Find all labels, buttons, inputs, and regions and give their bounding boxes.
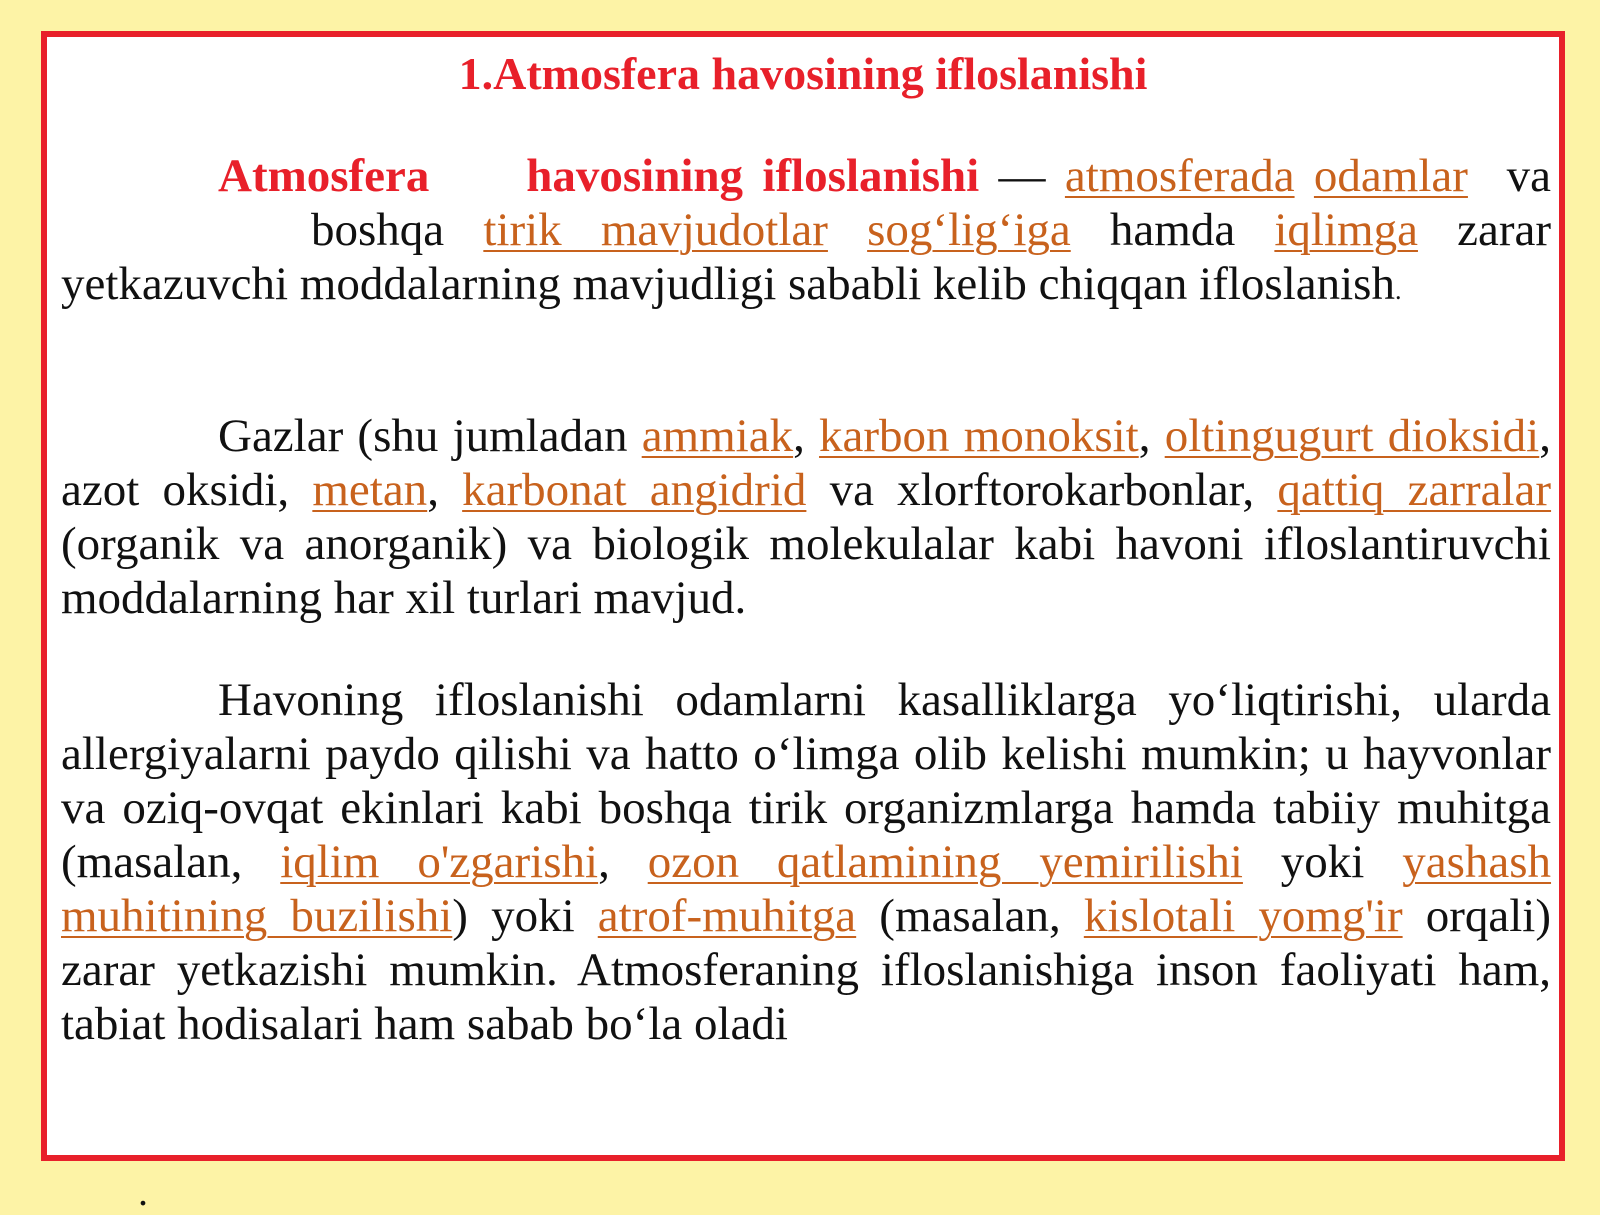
stray-dot: . <box>138 1169 148 1214</box>
term-atmosfera: Atmosfera <box>218 150 430 202</box>
slide-frame <box>41 31 1565 1161</box>
text-yoki2: ) yoki <box>452 890 575 942</box>
text-va: va <box>1506 150 1552 202</box>
link-karbonat-angidrid[interactable]: karbonat angidrid <box>462 464 807 516</box>
link-odamlar[interactable]: odamlar <box>1313 150 1468 202</box>
text-gazlar: Gazlar (shu jumladan <box>218 410 628 462</box>
link-karbon-monoksit[interactable]: karbon monoksit <box>819 410 1139 462</box>
text-boshqa: boshqa <box>311 204 445 256</box>
link-iqlim-ozgarishi[interactable]: iqlim o'zgarishi <box>280 836 599 888</box>
text-xlorftor: va xlorftorokarbonlar, <box>829 464 1255 516</box>
link-qattiq-zarralar[interactable]: qattiq zarralar <box>1277 464 1552 516</box>
text-havoning: Havoning ifloslanishi odamlarni kasalliklarga yo‘liqtirishi, ularda allergiyalarni paydo qilishi va hatto o‘limga olib kelishi mumkin; u hayvonlar va oziq-ovqat ekinlari kabi boshqa tirik organizmlarga hamda tabiiy muhitga (masalan, <box>61 674 1551 888</box>
link-ozon-qatlami[interactable]: ozon qatlamining yemirilishi <box>647 836 1243 888</box>
link-atmosferada[interactable]: atmosferada <box>1064 150 1295 202</box>
link-tirik-mavjudotlar[interactable]: tirik mavjudotlar <box>483 204 828 256</box>
link-ammiak[interactable]: ammiak <box>641 410 794 462</box>
term-havosining: havosining ifloslanishi <box>526 150 980 202</box>
text-zarar: zarar yetkazuvchi moddalarning mavjudligi sababli kelib chiqqan ifloslanish <box>61 204 1552 310</box>
text-orqali: orqali) zarar yetkazishi mumkin. Atmosferaning ifloslanishiga inson faoliyati ham, tabiat hodisalari ham sabab bo‘la oladi <box>61 890 1552 1050</box>
slide-title: 1.Atmosfera havosining ifloslanishi <box>458 48 1148 99</box>
link-iqlimga[interactable]: iqlimga <box>1274 204 1418 256</box>
text-hamda: hamda <box>1109 204 1236 256</box>
link-kislotali-yomgir[interactable]: kislotali yomg'ir <box>1083 890 1403 942</box>
link-sogligiga[interactable]: sog‘lig‘iga <box>867 204 1071 256</box>
text-organik: (organik va anorganik) va biologik molekulalar kabi havoni ifloslantiruvchi moddalarning har xil turlari mavjud. <box>61 518 1551 624</box>
effects-paragraph: Havoning ifloslanishi odamlarni kasalliklarga yo‘liqtirishi, ularda allergiyalarni paydo qilishi va hatto o‘limga olib kelishi mumkin; u hayvonlar va oziq-ovqat ekinlari kabi boshqa tirik organizmlarga hamda tabiiy muhitga (masalan, iqlim o'zgarishi, ozon qatlamining yemirilishi yoki yashash muhitining buzilishi) yoki atrof-muhitga (masalan, kislotali yomg'ir orqali) zarar yetkazishi mumkin. Atmosferaning ifloslanishiga inson faoliyati ham, tabiat hodisalari ham sabab bo‘la oladi <box>61 674 1552 1050</box>
gases-paragraph: Gazlar (shu jumladan ammiak, karbon monoksit, oltingugurt dioksidi, azot oksidi, metan, karbonat angidrid va xlorftorokarbonlar, qattiq zarralar (organik va anorganik) va biologik molekulalar kabi havoni ifloslantiruvchi moddalarning har xil turlari mavjud. <box>61 410 1552 624</box>
link-oltingugurt-dioksidi[interactable]: oltingugurt dioksidi <box>1164 410 1540 462</box>
text-masalan: (masalan, <box>879 890 1061 942</box>
link-atrof-muhitga[interactable]: atrof-muhitga <box>597 890 857 942</box>
text-azot: , azot oksidi, <box>61 410 1551 516</box>
text-period: . <box>1394 276 1402 305</box>
text-yoki: yoki <box>1280 836 1365 888</box>
definition-paragraph <box>61 149 1551 318</box>
em-dash: — <box>998 150 1046 202</box>
link-yashash-muhiti[interactable]: yashash muhitining buzilishi <box>61 836 1552 942</box>
link-metan[interactable]: metan <box>312 464 428 516</box>
